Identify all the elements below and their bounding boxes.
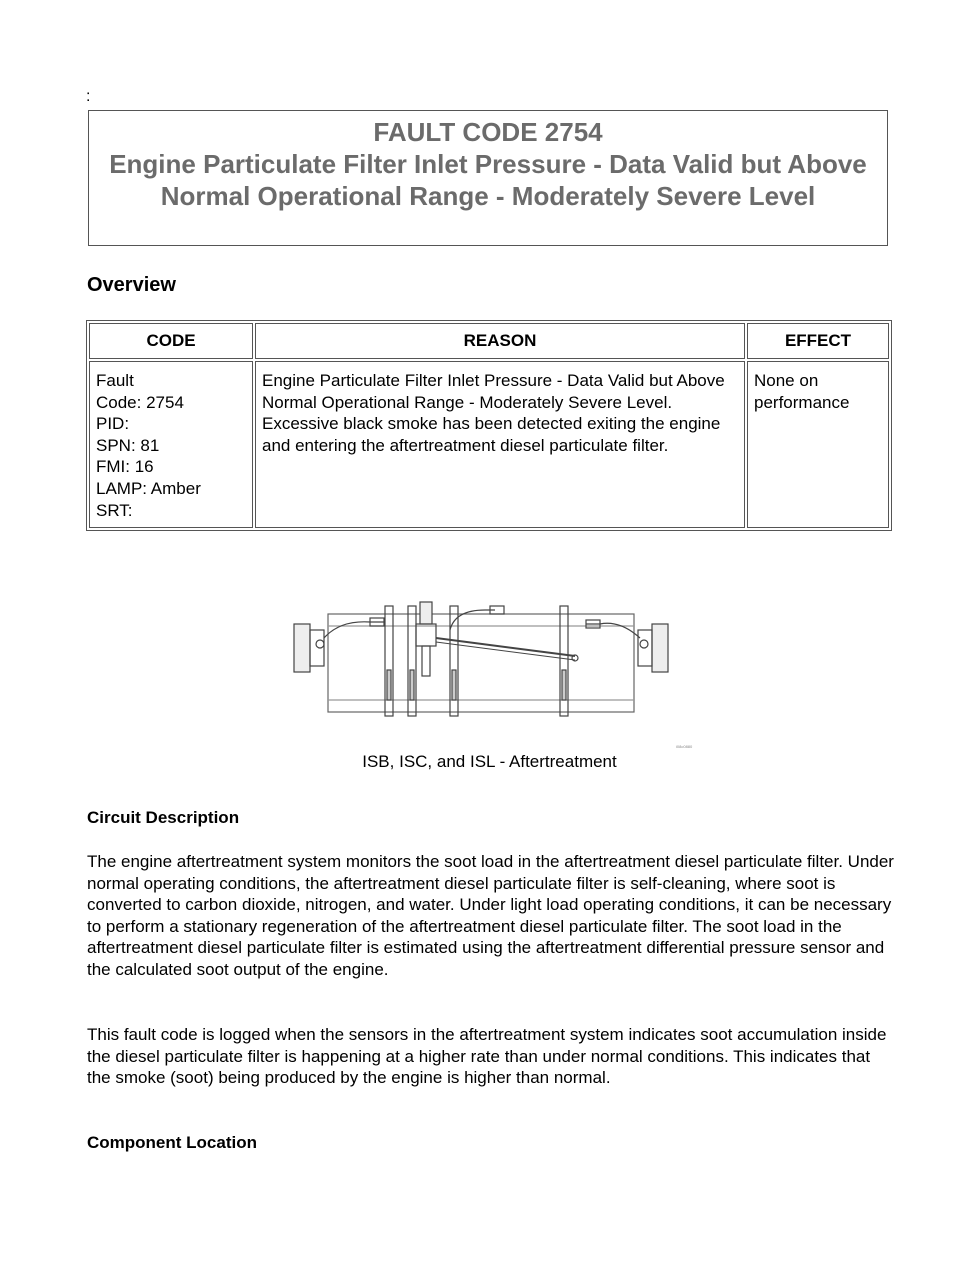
table-header-row [89,323,889,359]
figure-caption: ISB, ISC, and ISL - Aftertreatment [362,752,617,771]
header-code: CODE [89,323,253,359]
overview-heading: Overview [87,274,176,296]
code-line: SPN: 81 [96,435,160,455]
effect-cell: None on performance [747,361,889,528]
figure-tag: i08c0880 [676,744,693,749]
header-reason: REASON [255,323,745,359]
code-line: Fault [96,371,134,390]
circuit-paragraph-1: The engine aftertreatment system monitors the soot load in the aftertreatment diesel particulate filter. Under normal operating conditions, the aftertreatment diesel particulate filter is self-cleaning, where soot is converted to carbon dioxide, nitrogen, and water. Under light load operating conditions, it can be necessary to perform a stationary regeneration of the aftertreatment diesel particulate filter. The soot load in the aftertreatment diesel particulate filter is estimated using the aftertreatment differential pressure sensor and the calculated soot output of the engine. [87,852,894,979]
circuit-description-heading: Circuit Description [87,808,240,827]
page-marker: : [86,88,91,105]
code-line: SRT: [96,500,133,520]
fault-description-title: Engine Particulate Filter Inlet Pressure - Data Valid but Above Normal Operational Range - Moderately Severe Level [109,149,867,211]
header-effect: EFFECT [747,323,889,359]
fault-code-title: FAULT CODE 2754 [373,117,603,147]
circuit-paragraph-2: This fault code is logged when the sensors in the aftertreatment system indicates soot accumulation inside the diesel particulate filter is happening at a higher rate than under normal conditions. This indicates that the smoke (soot) being produced by the engine is higher than normal. [87,1025,887,1088]
code-line: LAMP: Amber [96,478,201,498]
table-row [89,361,889,528]
aftertreatment-drawing [290,600,693,752]
fault-title-box [88,110,888,246]
code-line: Code: 2754 [96,392,184,412]
aftertreatment-diagram [290,600,693,752]
fault-table [86,320,892,531]
code-line: FMI: 16 [96,457,154,477]
component-location-heading: Component Location [87,1133,257,1152]
reason-cell: Engine Particulate Filter Inlet Pressure - Data Valid but Above Normal Operational Range - Moderately Severe Level. Excessive black smoke has been detected exiting the engine and entering the aftertreatment diesel particulate filter. [255,361,745,528]
code-cell [89,361,253,528]
code-line: PID: [96,414,130,434]
